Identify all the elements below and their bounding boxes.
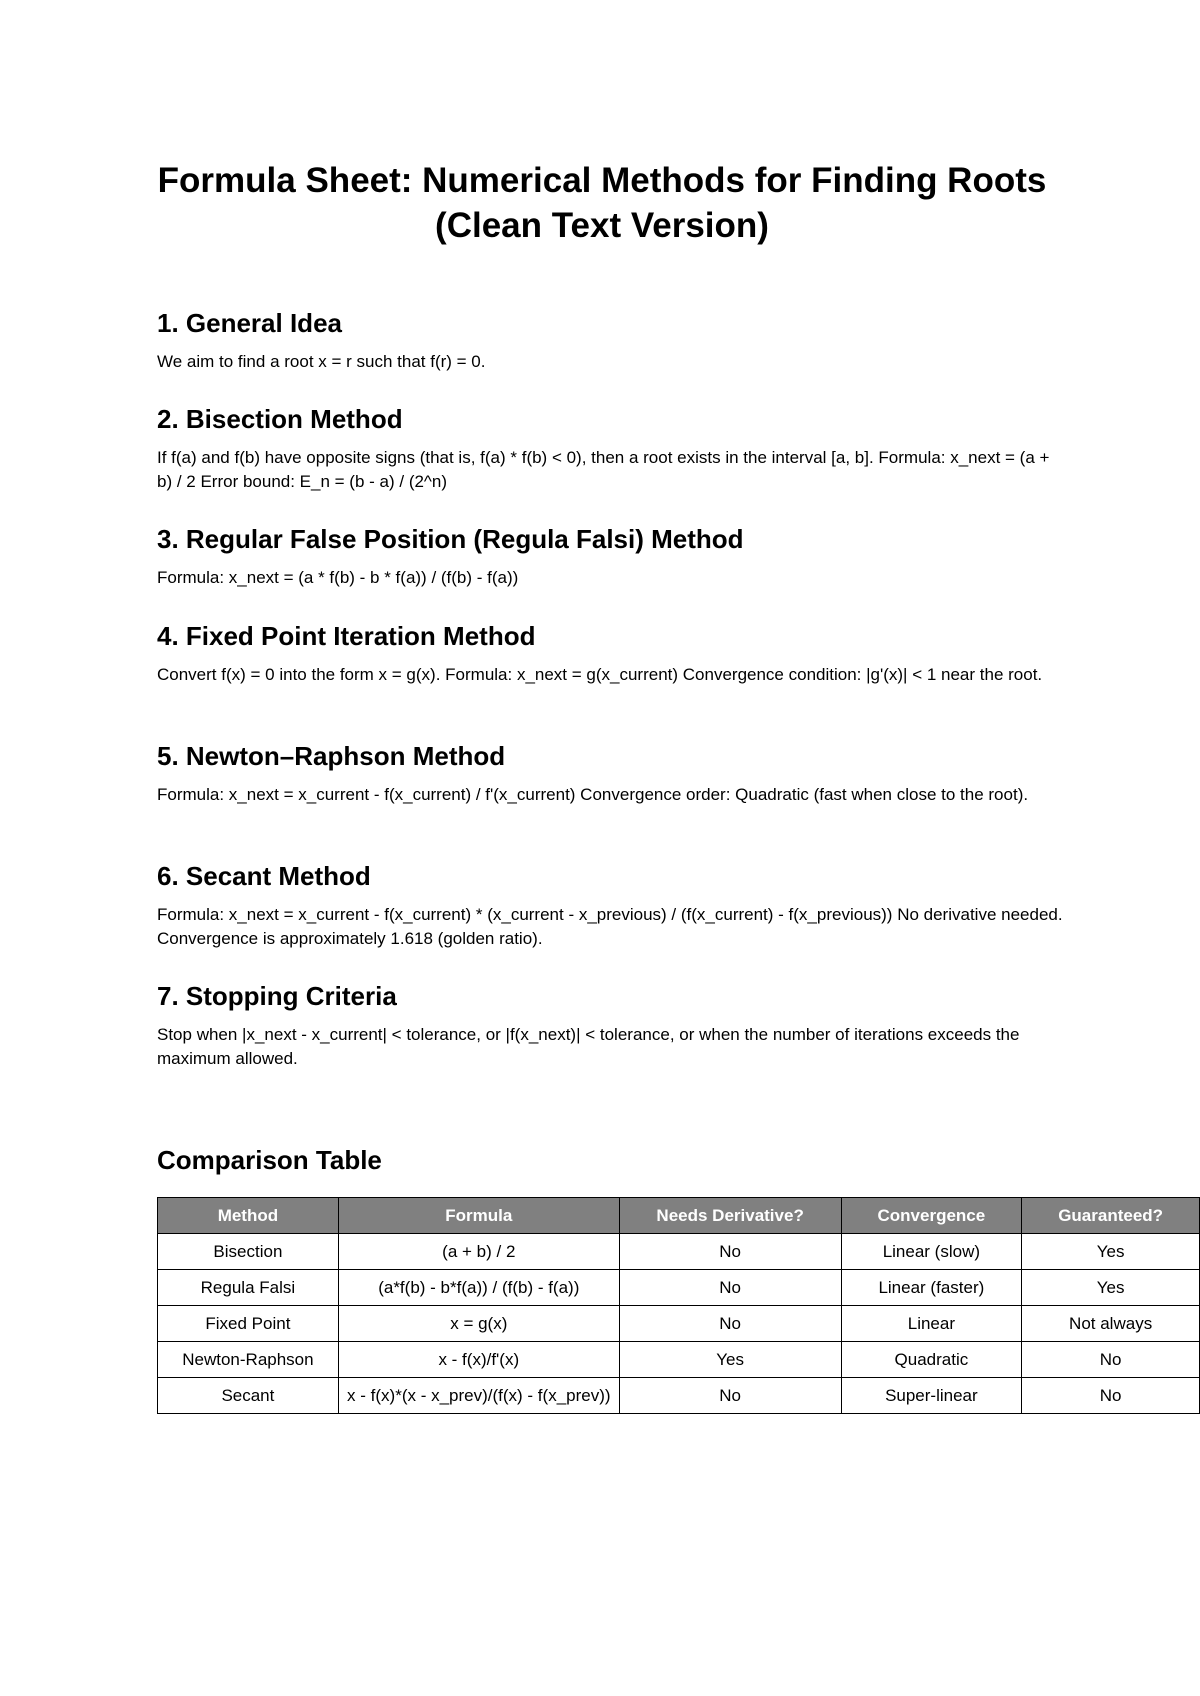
table-cell: Linear (slow) bbox=[841, 1234, 1022, 1270]
section-body: Formula: x_next = (a * f(b) - b * f(a)) / (f(b) - f(a)) bbox=[157, 568, 519, 587]
table-cell: Regula Falsi bbox=[158, 1270, 339, 1306]
table-header-row bbox=[158, 1198, 1200, 1234]
section-heading: 1. General Idea bbox=[157, 308, 342, 338]
table-cell: No bbox=[619, 1306, 841, 1342]
table-cell: Linear (faster) bbox=[841, 1270, 1022, 1306]
document-title: Formula Sheet: Numerical Methods for Finding Roots (Clean Text Version) bbox=[157, 161, 1047, 245]
table-cell: (a + b) / 2 bbox=[338, 1234, 619, 1270]
section-body: Formula: x_next = x_current - f(x_current) / f'(x_current) Convergence order: Quadratic (fast when close to the root). bbox=[157, 785, 1029, 804]
table-cell: x - f(x)*(x - x_prev)/(f(x) - f(x_prev)) bbox=[338, 1378, 619, 1414]
table-cell: Newton-Raphson bbox=[158, 1342, 339, 1378]
section-newton-raphson bbox=[157, 741, 1057, 807]
table-cell: Quadratic bbox=[841, 1342, 1022, 1378]
table-cell: Bisection bbox=[158, 1234, 339, 1270]
table-cell: Yes bbox=[1022, 1234, 1200, 1270]
table-cell: Yes bbox=[1022, 1270, 1200, 1306]
table-cell: No bbox=[1022, 1378, 1200, 1414]
section-body: Formula: x_next = x_current - f(x_current) * (x_current - x_previous) / (f(x_current) - f(x_previous)) No derivative needed. Convergence is approximately 1.618 (golden ratio). bbox=[157, 905, 1063, 948]
section-heading: 7. Stopping Criteria bbox=[157, 981, 397, 1011]
document-page bbox=[157, 158, 1200, 1405]
section-heading: 4. Fixed Point Iteration Method bbox=[157, 621, 536, 651]
section-body: Convert f(x) = 0 into the form x = g(x). Formula: x_next = g(x_current) Convergence condition: |g'(x)| < 1 near the root. bbox=[157, 665, 1043, 684]
section-fixed-point-iteration bbox=[157, 621, 1057, 687]
table-row bbox=[158, 1306, 1200, 1342]
table-cell: Fixed Point bbox=[158, 1306, 339, 1342]
section-general-idea bbox=[157, 308, 1057, 374]
table-cell: Secant bbox=[158, 1378, 339, 1414]
section-body: If f(a) and f(b) have opposite signs (that is, f(a) * f(b) < 0), then a root exists in the interval [a, b]. Formula: x_next = (a + b) / 2 Error bound: E_n = (b - a) / (2^n) bbox=[157, 448, 1050, 491]
section-bisection-method bbox=[157, 404, 1057, 494]
section-heading: 2. Bisection Method bbox=[157, 404, 403, 434]
section-heading: 5. Newton–Raphson Method bbox=[157, 741, 506, 771]
table-cell: No bbox=[1022, 1342, 1200, 1378]
table-cell: Not always bbox=[1022, 1306, 1200, 1342]
table-cell: Linear bbox=[841, 1306, 1022, 1342]
section-body: Stop when |x_next - x_current| < tolerance, or |f(x_next)| < tolerance, or when the number of iterations exceeds the maximum allowed. bbox=[157, 1025, 1020, 1068]
column-header-convergence: Convergence bbox=[841, 1198, 1022, 1234]
column-header-guaranteed: Guaranteed? bbox=[1022, 1198, 1200, 1234]
section-regula-falsi-method bbox=[157, 524, 1057, 590]
section-heading: 6. Secant Method bbox=[157, 861, 371, 891]
table-cell: x = g(x) bbox=[338, 1306, 619, 1342]
column-header-method: Method bbox=[158, 1198, 339, 1234]
table-cell: No bbox=[619, 1378, 841, 1414]
table-row bbox=[158, 1234, 1200, 1270]
section-secant-method bbox=[157, 861, 1082, 951]
comparison-table bbox=[157, 1197, 1200, 1414]
table-cell: x - f(x)/f'(x) bbox=[338, 1342, 619, 1378]
column-header-formula: Formula bbox=[338, 1198, 619, 1234]
section-body: We aim to find a root x = r such that f(r) = 0. bbox=[157, 352, 486, 371]
table-cell: No bbox=[619, 1234, 841, 1270]
table-cell: Yes bbox=[619, 1342, 841, 1378]
table-cell: (a*f(b) - b*f(a)) / (f(b) - f(a)) bbox=[338, 1270, 619, 1306]
table-cell: Super-linear bbox=[841, 1378, 1022, 1414]
table-row bbox=[158, 1342, 1200, 1378]
table-row bbox=[158, 1378, 1200, 1414]
section-stopping-criteria bbox=[157, 981, 1057, 1071]
table-row bbox=[158, 1270, 1200, 1306]
section-heading: 3. Regular False Position (Regula Falsi) Method bbox=[157, 524, 744, 554]
comparison-table-heading: Comparison Table bbox=[157, 1145, 382, 1175]
column-header-needs-derivative: Needs Derivative? bbox=[619, 1198, 841, 1234]
table-cell: No bbox=[619, 1270, 841, 1306]
